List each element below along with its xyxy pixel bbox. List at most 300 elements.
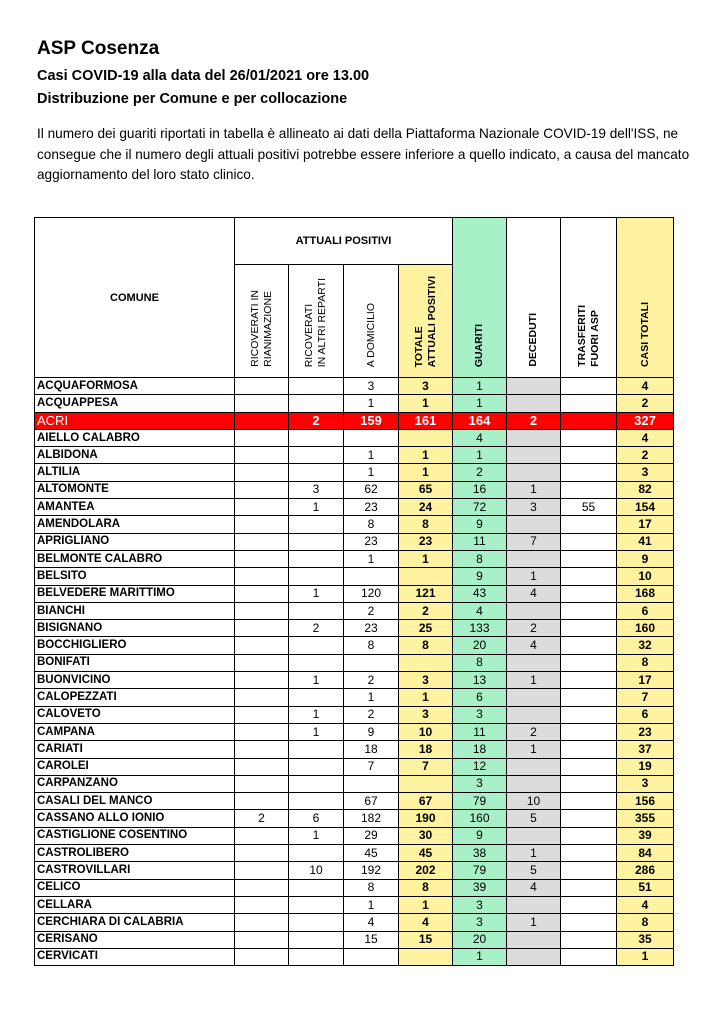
- domicilio-cell: 1: [344, 550, 399, 567]
- rianimazione-cell: [235, 378, 289, 395]
- casi-totali-cell: 6: [617, 602, 674, 619]
- table-row: [35, 550, 674, 567]
- domicilio-cell: 1: [344, 896, 399, 913]
- deceduti-cell: [507, 931, 561, 948]
- header-label-line: RICOVERATI: [303, 303, 315, 367]
- comune-cell: ACQUAPPESA: [35, 395, 235, 412]
- altri-reparti-cell: [289, 948, 344, 965]
- rianimazione-cell: [235, 793, 289, 810]
- totale-attuali-cell: 7: [399, 758, 453, 775]
- comune-cell: ALTILIA: [35, 464, 235, 481]
- comune-cell: ALTOMONTE: [35, 481, 235, 498]
- header-label-line: TOTALE: [412, 325, 425, 367]
- rianimazione-cell: [235, 395, 289, 412]
- comune-cell: BELSITO: [35, 568, 235, 585]
- comune-cell: BELVEDERE MARITTIMO: [35, 585, 235, 602]
- comune-cell: BELMONTE CALABRO: [35, 550, 235, 567]
- comune-cell: CASSANO ALLO IONIO: [35, 810, 235, 827]
- table-row: [35, 758, 674, 775]
- rianimazione-cell: [235, 568, 289, 585]
- casi-totali-cell: 41: [617, 533, 674, 550]
- header-altri-reparti: [289, 265, 344, 378]
- trasferiti-cell: [561, 378, 617, 395]
- totale-attuali-cell: 65: [399, 481, 453, 498]
- altri-reparti-cell: 1: [289, 723, 344, 740]
- comune-cell: AMENDOLARA: [35, 516, 235, 533]
- domicilio-cell: 29: [344, 827, 399, 844]
- altri-reparti-cell: 1: [289, 585, 344, 602]
- casi-totali-cell: 156: [617, 793, 674, 810]
- trasferiti-cell: [561, 845, 617, 862]
- domicilio-cell: 45: [344, 845, 399, 862]
- casi-totali-cell: 84: [617, 845, 674, 862]
- domicilio-cell: 1: [344, 689, 399, 706]
- totale-attuali-cell: 3: [399, 706, 453, 723]
- totale-attuali-cell: 30: [399, 827, 453, 844]
- totale-attuali-cell: 1: [399, 689, 453, 706]
- guariti-cell: 133: [453, 620, 507, 637]
- guariti-cell: 9: [453, 516, 507, 533]
- trasferiti-cell: [561, 706, 617, 723]
- trasferiti-cell: [561, 879, 617, 896]
- table-row: [35, 602, 674, 619]
- altri-reparti-cell: [289, 741, 344, 758]
- rianimazione-cell: [235, 672, 289, 689]
- comune-cell: AIELLO CALABRO: [35, 429, 235, 446]
- casi-totali-cell: 4: [617, 429, 674, 446]
- guariti-cell: 38: [453, 845, 507, 862]
- totale-attuali-cell: 4: [399, 914, 453, 931]
- domicilio-cell: 2: [344, 602, 399, 619]
- domicilio-cell: [344, 429, 399, 446]
- altri-reparti-cell: [289, 550, 344, 567]
- rianimazione-cell: [235, 447, 289, 464]
- casi-totali-cell: 327: [617, 412, 674, 429]
- rianimazione-cell: [235, 845, 289, 862]
- domicilio-cell: 3: [344, 378, 399, 395]
- deceduti-cell: [507, 758, 561, 775]
- altri-reparti-cell: [289, 775, 344, 792]
- deceduti-cell: [507, 706, 561, 723]
- guariti-cell: 11: [453, 533, 507, 550]
- altri-reparti-cell: 2: [289, 412, 344, 429]
- comune-cell: ACQUAFORMOSA: [35, 378, 235, 395]
- trasferiti-cell: [561, 758, 617, 775]
- altri-reparti-cell: 1: [289, 706, 344, 723]
- rianimazione-cell: [235, 706, 289, 723]
- rianimazione-cell: [235, 689, 289, 706]
- casi-totali-cell: 355: [617, 810, 674, 827]
- header-label-line: TRASFERITI: [575, 305, 588, 367]
- data-note-paragraph: Il numero dei guariti riportati in tabella è allineato ai dati della Piattaforma Nazionale COVID-19 dell'ISS, ne consegue che il numero degli attuali positivi potrebbe essere inferiore a quello indicato, a causa del mancato aggiornamento del loro stato clinico.: [37, 126, 690, 182]
- altri-reparti-cell: [289, 637, 344, 654]
- rianimazione-cell: [235, 948, 289, 965]
- casi-totali-cell: 4: [617, 378, 674, 395]
- table-row: [35, 723, 674, 740]
- trasferiti-cell: [561, 741, 617, 758]
- altri-reparti-cell: [289, 429, 344, 446]
- rianimazione-cell: [235, 585, 289, 602]
- trasferiti-cell: [561, 775, 617, 792]
- casi-totali-cell: 7: [617, 689, 674, 706]
- rianimazione-cell: [235, 516, 289, 533]
- table-row: [35, 672, 674, 689]
- table-row: [35, 931, 674, 948]
- totale-attuali-cell: 1: [399, 896, 453, 913]
- altri-reparti-cell: [289, 602, 344, 619]
- header-label-line: ATTUALI POSITIVI: [425, 275, 438, 367]
- casi-totali-cell: 17: [617, 672, 674, 689]
- rianimazione-cell: [235, 741, 289, 758]
- rianimazione-cell: [235, 620, 289, 637]
- guariti-cell: 164: [453, 412, 507, 429]
- deceduti-cell: [507, 775, 561, 792]
- totale-attuali-cell: 1: [399, 395, 453, 412]
- guariti-cell: 39: [453, 879, 507, 896]
- comune-cell: CELLARA: [35, 896, 235, 913]
- comune-cell: ACRI: [35, 412, 235, 429]
- totale-attuali-cell: 45: [399, 845, 453, 862]
- guariti-cell: 6: [453, 689, 507, 706]
- guariti-cell: 160: [453, 810, 507, 827]
- comune-cell: CERCHIARA DI CALABRIA: [35, 914, 235, 931]
- deceduti-cell: 1: [507, 568, 561, 585]
- casi-totali-cell: 10: [617, 568, 674, 585]
- domicilio-cell: [344, 568, 399, 585]
- rianimazione-cell: [235, 602, 289, 619]
- trasferiti-cell: [561, 429, 617, 446]
- header-casi-totali: [617, 218, 674, 378]
- domicilio-cell: 4: [344, 914, 399, 931]
- totale-attuali-cell: 3: [399, 672, 453, 689]
- header-rianimazione: [235, 265, 289, 378]
- guariti-cell: 1: [453, 948, 507, 965]
- table-row: [35, 464, 674, 481]
- deceduti-cell: [507, 896, 561, 913]
- totale-attuali-cell: 8: [399, 637, 453, 654]
- comune-cell: CARPANZANO: [35, 775, 235, 792]
- totale-attuali-cell: 1: [399, 464, 453, 481]
- domicilio-cell: 23: [344, 533, 399, 550]
- trasferiti-cell: [561, 810, 617, 827]
- header-label-line: DECEDUTI: [527, 313, 539, 367]
- totale-attuali-cell: 3: [399, 378, 453, 395]
- trasferiti-cell: [561, 948, 617, 965]
- deceduti-cell: 1: [507, 741, 561, 758]
- guariti-cell: 18: [453, 741, 507, 758]
- rianimazione-cell: [235, 481, 289, 498]
- distribution-subtitle: Distribuzione per Comune e per collocazione: [37, 91, 348, 107]
- domicilio-cell: 18: [344, 741, 399, 758]
- casi-totali-cell: 39: [617, 827, 674, 844]
- comune-cell: CALOPEZZATI: [35, 689, 235, 706]
- domicilio-cell: 1: [344, 395, 399, 412]
- domicilio-cell: 67: [344, 793, 399, 810]
- cases-table: [34, 217, 674, 966]
- casi-totali-cell: 2: [617, 395, 674, 412]
- domicilio-cell: [344, 775, 399, 792]
- guariti-cell: 3: [453, 775, 507, 792]
- altri-reparti-cell: [289, 931, 344, 948]
- guariti-cell: 16: [453, 481, 507, 498]
- altri-reparti-cell: 10: [289, 862, 344, 879]
- table-row: [35, 499, 674, 516]
- altri-reparti-cell: 1: [289, 827, 344, 844]
- guariti-cell: 43: [453, 585, 507, 602]
- casi-totali-cell: 2: [617, 447, 674, 464]
- header-label-line: CASI TOTALI: [638, 302, 651, 367]
- casi-totali-cell: 4: [617, 896, 674, 913]
- table-row: [35, 775, 674, 792]
- trasferiti-cell: [561, 827, 617, 844]
- altri-reparti-cell: [289, 879, 344, 896]
- deceduti-cell: 5: [507, 810, 561, 827]
- casi-totali-cell: 286: [617, 862, 674, 879]
- comune-cell: CALOVETO: [35, 706, 235, 723]
- deceduti-cell: 2: [507, 412, 561, 429]
- deceduti-cell: [507, 654, 561, 671]
- table-row: [35, 568, 674, 585]
- trasferiti-cell: [561, 689, 617, 706]
- guariti-cell: 72: [453, 499, 507, 516]
- deceduti-cell: 3: [507, 499, 561, 516]
- altri-reparti-cell: [289, 793, 344, 810]
- totale-attuali-cell: 161: [399, 412, 453, 429]
- altri-reparti-cell: [289, 464, 344, 481]
- trasferiti-cell: [561, 447, 617, 464]
- trasferiti-cell: [561, 533, 617, 550]
- casi-totali-cell: 154: [617, 499, 674, 516]
- table-row: [35, 516, 674, 533]
- header-label-line: GUARITI: [473, 323, 485, 367]
- altri-reparti-cell: [289, 533, 344, 550]
- comune-cell: CARIATI: [35, 741, 235, 758]
- casi-totali-cell: 32: [617, 637, 674, 654]
- trasferiti-cell: [561, 862, 617, 879]
- totale-attuali-cell: 202: [399, 862, 453, 879]
- table-row: [35, 741, 674, 758]
- deceduti-cell: 5: [507, 862, 561, 879]
- header-label-line: RICOVERATI IN: [248, 290, 261, 367]
- altri-reparti-cell: [289, 568, 344, 585]
- totale-attuali-cell: [399, 654, 453, 671]
- rianimazione-cell: [235, 412, 289, 429]
- totale-attuali-cell: 10: [399, 723, 453, 740]
- altri-reparti-cell: [289, 447, 344, 464]
- header-deceduti: [507, 218, 561, 378]
- altri-reparti-cell: [289, 914, 344, 931]
- table-row: [35, 533, 674, 550]
- altri-reparti-cell: [289, 896, 344, 913]
- deceduti-cell: [507, 429, 561, 446]
- deceduti-cell: [507, 689, 561, 706]
- altri-reparti-cell: [289, 654, 344, 671]
- trasferiti-cell: [561, 481, 617, 498]
- trasferiti-cell: [561, 914, 617, 931]
- table-row: [35, 845, 674, 862]
- casi-totali-cell: 8: [617, 914, 674, 931]
- rianimazione-cell: [235, 896, 289, 913]
- rianimazione-cell: [235, 862, 289, 879]
- rianimazione-cell: [235, 533, 289, 550]
- altri-reparti-cell: 3: [289, 481, 344, 498]
- guariti-cell: 13: [453, 672, 507, 689]
- comune-cell: BIANCHI: [35, 602, 235, 619]
- altri-reparti-cell: [289, 395, 344, 412]
- guariti-cell: 1: [453, 378, 507, 395]
- deceduti-cell: 2: [507, 620, 561, 637]
- table-body: [35, 378, 674, 966]
- deceduti-cell: 4: [507, 637, 561, 654]
- altri-reparti-cell: [289, 516, 344, 533]
- table-row: [35, 810, 674, 827]
- guariti-cell: 4: [453, 602, 507, 619]
- rianimazione-cell: [235, 499, 289, 516]
- casi-totali-cell: 6: [617, 706, 674, 723]
- table-row: [35, 412, 674, 429]
- comune-cell: CASTROLIBERO: [35, 845, 235, 862]
- casi-totali-cell: 8: [617, 654, 674, 671]
- rianimazione-cell: [235, 827, 289, 844]
- casi-totali-cell: 23: [617, 723, 674, 740]
- comune-cell: AMANTEA: [35, 499, 235, 516]
- trasferiti-cell: [561, 793, 617, 810]
- table-row: [35, 378, 674, 395]
- page-title: ASP Cosenza: [37, 38, 160, 59]
- rianimazione-cell: [235, 914, 289, 931]
- deceduti-cell: 1: [507, 481, 561, 498]
- header-totale-attuali: [399, 265, 453, 378]
- table-row: [35, 481, 674, 498]
- casi-totali-cell: 35: [617, 931, 674, 948]
- trasferiti-cell: [561, 931, 617, 948]
- casi-totali-cell: 3: [617, 464, 674, 481]
- table-row: [35, 706, 674, 723]
- domicilio-cell: 9: [344, 723, 399, 740]
- guariti-cell: 8: [453, 550, 507, 567]
- totale-attuali-cell: 121: [399, 585, 453, 602]
- header-comune: COMUNE: [35, 218, 235, 378]
- domicilio-cell: 62: [344, 481, 399, 498]
- rianimazione-cell: [235, 429, 289, 446]
- totale-attuali-cell: 23: [399, 533, 453, 550]
- comune-cell: CELICO: [35, 879, 235, 896]
- totale-attuali-cell: 25: [399, 620, 453, 637]
- table-row: [35, 862, 674, 879]
- totale-attuali-cell: 2: [399, 602, 453, 619]
- domicilio-cell: 1: [344, 447, 399, 464]
- deceduti-cell: [507, 550, 561, 567]
- comune-cell: CASTROVILLARI: [35, 862, 235, 879]
- domicilio-cell: 1: [344, 464, 399, 481]
- table-row: [35, 585, 674, 602]
- casi-totali-cell: 168: [617, 585, 674, 602]
- guariti-cell: 12: [453, 758, 507, 775]
- comune-cell: BOCCHIGLIERO: [35, 637, 235, 654]
- guariti-cell: 8: [453, 654, 507, 671]
- comune-cell: BONIFATI: [35, 654, 235, 671]
- header-attuali-positivi: ATTUALI POSITIVI: [235, 218, 453, 265]
- casi-totali-cell: 9: [617, 550, 674, 567]
- totale-attuali-cell: 24: [399, 499, 453, 516]
- trasferiti-cell: [561, 620, 617, 637]
- domicilio-cell: 192: [344, 862, 399, 879]
- comune-cell: CASTIGLIONE COSENTINO: [35, 827, 235, 844]
- header-trasferiti: [561, 218, 617, 378]
- trasferiti-cell: [561, 672, 617, 689]
- table-row: [35, 637, 674, 654]
- trasferiti-cell: [561, 412, 617, 429]
- rianimazione-cell: [235, 879, 289, 896]
- trasferiti-cell: [561, 723, 617, 740]
- casi-totali-cell: 19: [617, 758, 674, 775]
- table-row: [35, 620, 674, 637]
- guariti-cell: 4: [453, 429, 507, 446]
- altri-reparti-cell: [289, 845, 344, 862]
- totale-attuali-cell: 8: [399, 879, 453, 896]
- totale-attuali-cell: 18: [399, 741, 453, 758]
- totale-attuali-cell: 1: [399, 447, 453, 464]
- guariti-cell: 79: [453, 862, 507, 879]
- table-row: [35, 793, 674, 810]
- totale-attuali-cell: 190: [399, 810, 453, 827]
- altri-reparti-cell: 1: [289, 672, 344, 689]
- table-row: [35, 896, 674, 913]
- guariti-cell: 9: [453, 568, 507, 585]
- rianimazione-cell: [235, 550, 289, 567]
- deceduti-cell: [507, 395, 561, 412]
- comune-cell: ALBIDONA: [35, 447, 235, 464]
- guariti-cell: 3: [453, 896, 507, 913]
- guariti-cell: 3: [453, 914, 507, 931]
- totale-attuali-cell: 67: [399, 793, 453, 810]
- deceduti-cell: 4: [507, 879, 561, 896]
- altri-reparti-cell: [289, 758, 344, 775]
- altri-reparti-cell: [289, 378, 344, 395]
- guariti-cell: 3: [453, 706, 507, 723]
- table-row: [35, 914, 674, 931]
- trasferiti-cell: [561, 568, 617, 585]
- deceduti-cell: 1: [507, 845, 561, 862]
- trasferiti-cell: [561, 654, 617, 671]
- header-guariti: [453, 218, 507, 378]
- casi-totali-cell: 17: [617, 516, 674, 533]
- casi-totali-cell: 51: [617, 879, 674, 896]
- header-label-line: RIANIMAZIONE: [261, 291, 274, 367]
- header-label-line: FUORI ASP: [588, 310, 601, 367]
- trasferiti-cell: [561, 395, 617, 412]
- domicilio-cell: 2: [344, 706, 399, 723]
- deceduti-cell: [507, 827, 561, 844]
- deceduti-cell: 10: [507, 793, 561, 810]
- domicilio-cell: [344, 654, 399, 671]
- trasferiti-cell: [561, 602, 617, 619]
- comune-cell: CERVICATI: [35, 948, 235, 965]
- domicilio-cell: 23: [344, 620, 399, 637]
- rianimazione-cell: [235, 637, 289, 654]
- domicilio-cell: 8: [344, 637, 399, 654]
- comune-cell: APRIGLIANO: [35, 533, 235, 550]
- totale-attuali-cell: [399, 775, 453, 792]
- guariti-cell: 79: [453, 793, 507, 810]
- deceduti-cell: 1: [507, 672, 561, 689]
- domicilio-cell: 2: [344, 672, 399, 689]
- comune-cell: CERISANO: [35, 931, 235, 948]
- casi-totali-cell: 1: [617, 948, 674, 965]
- rianimazione-cell: [235, 654, 289, 671]
- deceduti-cell: [507, 447, 561, 464]
- deceduti-cell: 1: [507, 914, 561, 931]
